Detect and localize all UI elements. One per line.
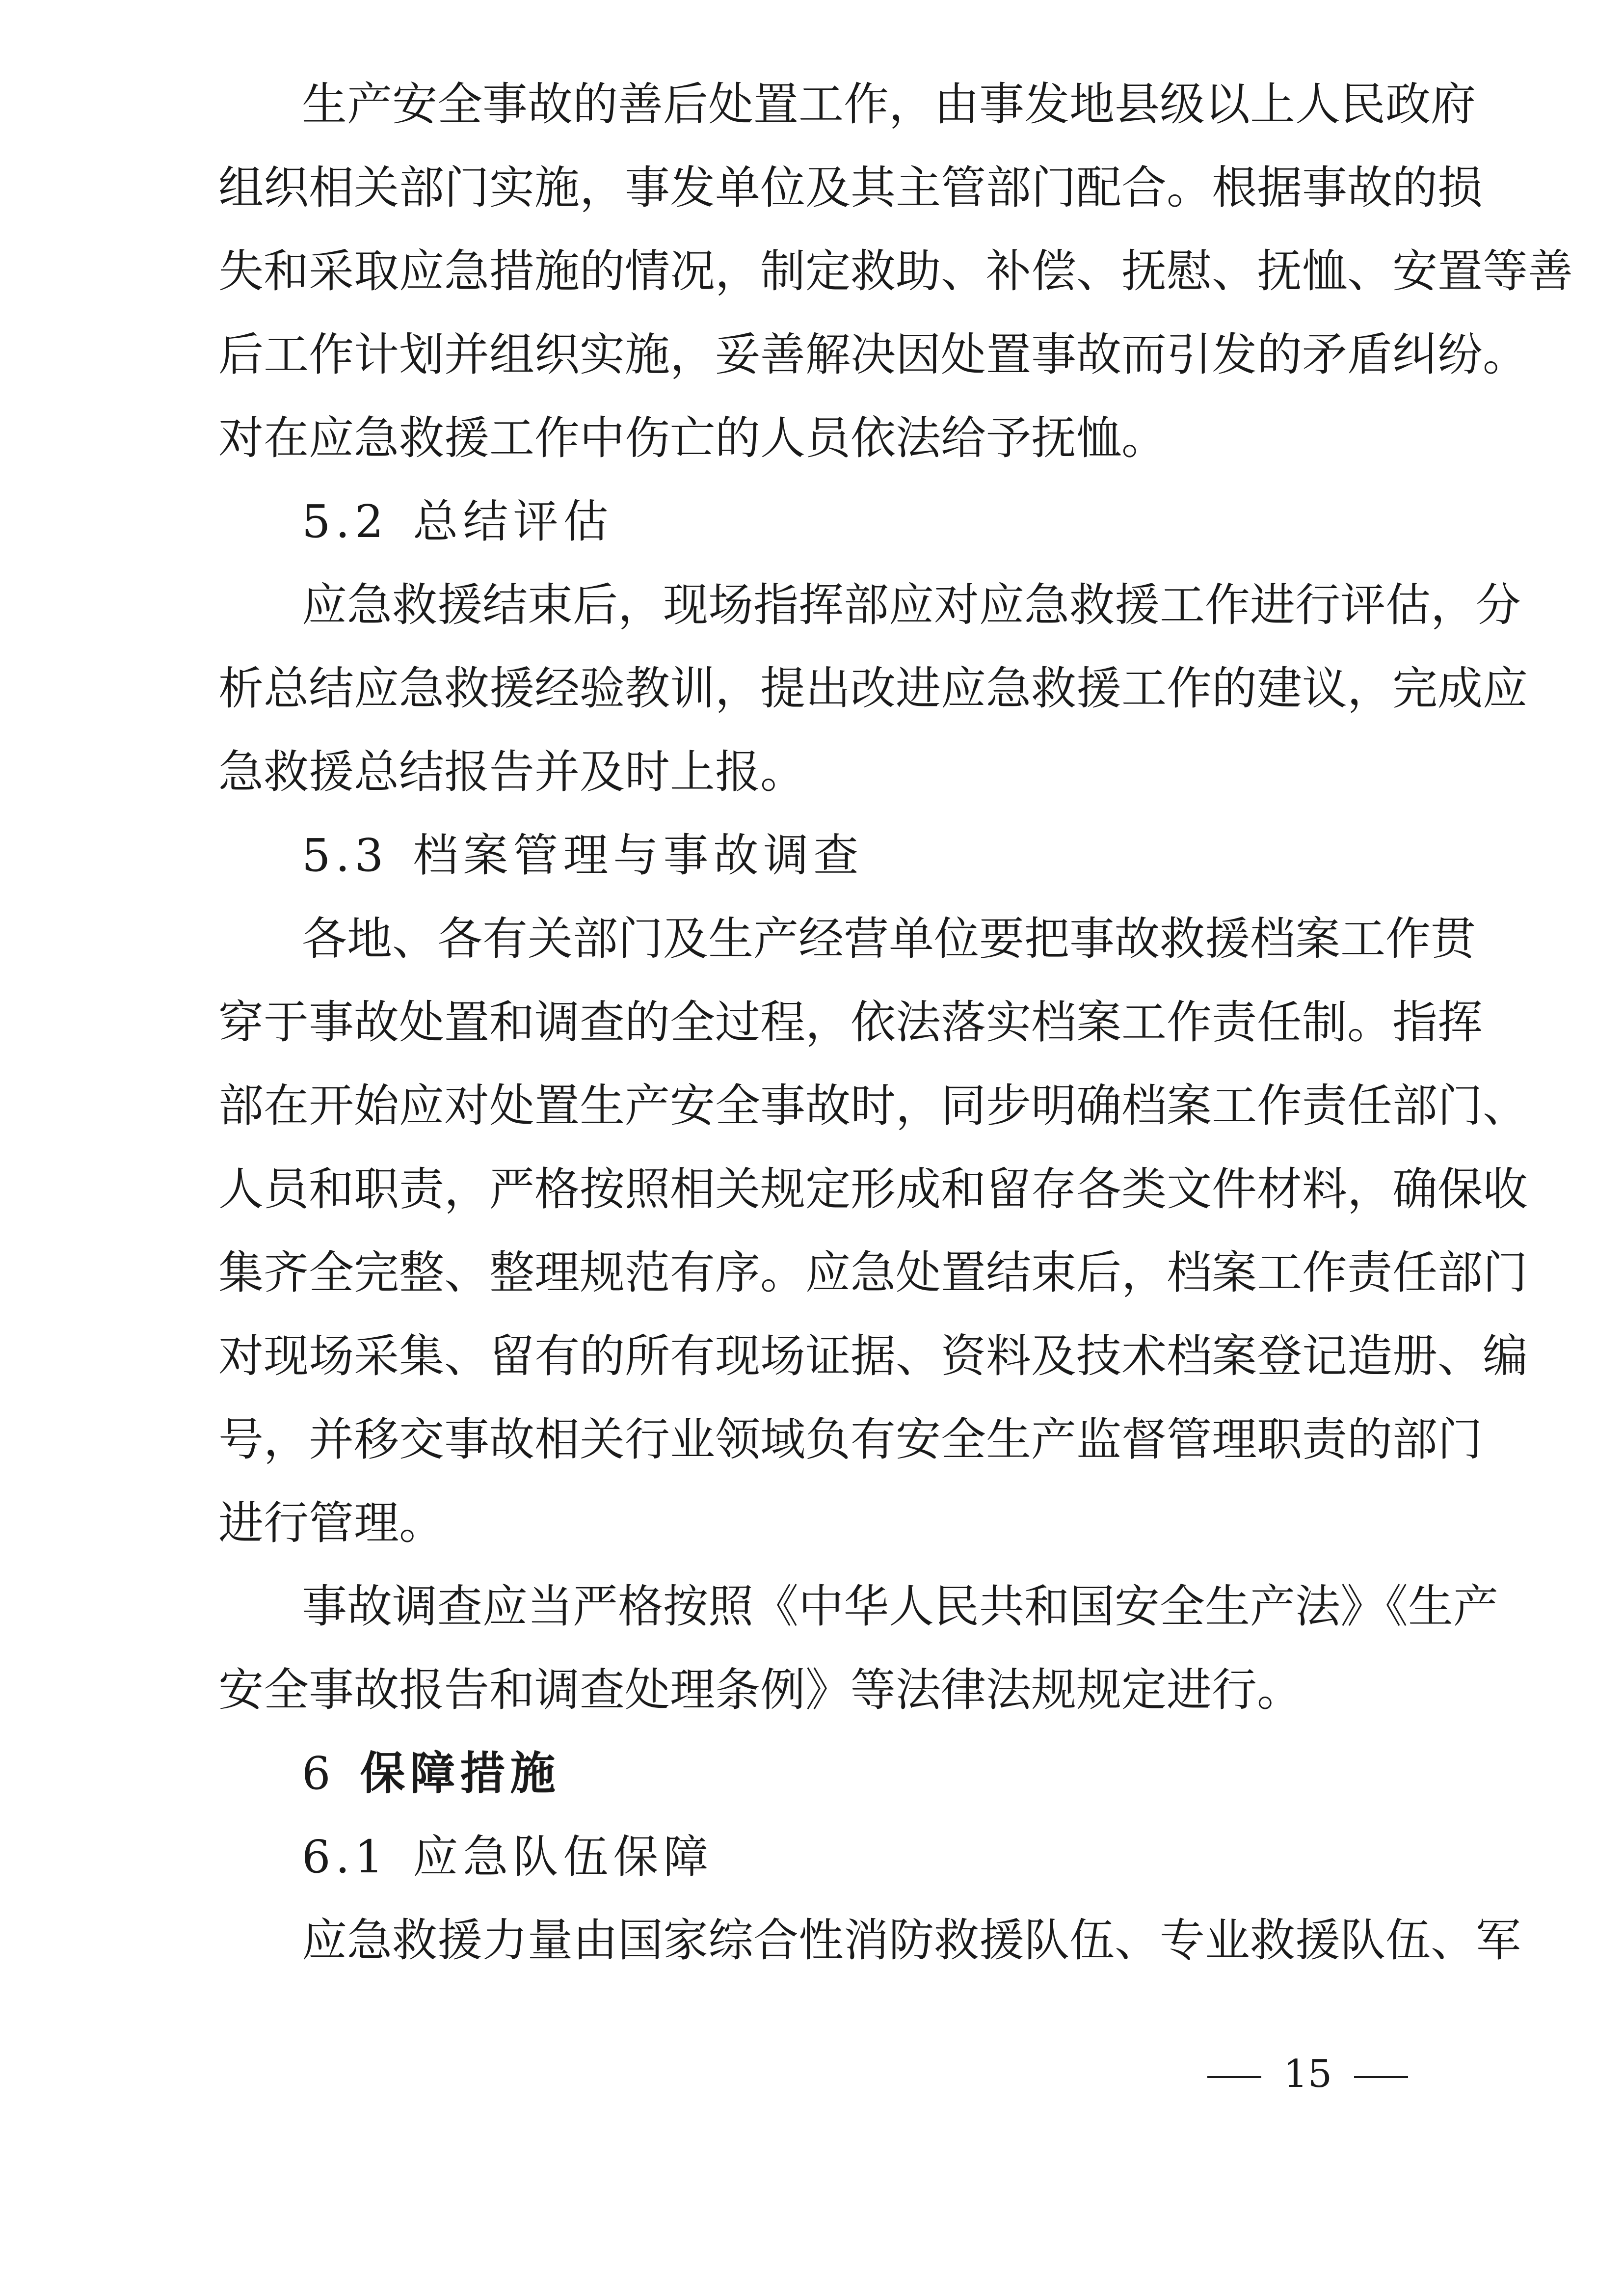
paragraph-line: 应急救援力量由国家综合性消防救援队伍、专业救援队伍、军: [302, 1914, 1521, 1967]
section-number: 5.3: [302, 829, 389, 882]
section-title: 总结评估: [413, 495, 613, 548]
section-number: 6: [302, 1747, 336, 1800]
paragraph-line: 号，并移交事故相关行业领域负有安全生产监督管理职责的部门: [218, 1413, 1483, 1466]
paragraph-line: 对在应急救援工作中伤亡的人员依法给予抚恤。: [218, 412, 1167, 464]
section-title: 保障措施: [360, 1747, 560, 1800]
section-heading-6-1: [302, 1815, 713, 1899]
paragraph-line: 穿于事故处置和调查的全过程，依法落实档案工作责任制。指挥: [218, 996, 1483, 1049]
paragraph-line: 安全事故报告和调查处理条例》等法律法规规定进行。: [218, 1664, 1303, 1716]
paragraph-line: 失和采取应急措施的情况，制定救助、补偿、抚慰、抚恤、安置等善: [218, 245, 1573, 297]
section-title: 应急队伍保障: [413, 1831, 714, 1883]
paragraph-line: 析总结应急救援经验教训，提出改进应急救援工作的建议，完成应: [218, 662, 1528, 715]
paragraph-line: 部在开始应对处置生产安全事故时，同步明确档案工作责任部门、: [218, 1080, 1528, 1132]
paragraph-line: 人员和职责，严格按照相关规定形成和留存各类文件材料，确保收: [218, 1163, 1528, 1216]
section-heading-5-2: [302, 480, 613, 564]
section-title: 档案管理与事故调查: [413, 829, 864, 882]
paragraph-line: 组织相关部门实施，事发单位及其主管部门配合。根据事故的损: [218, 162, 1483, 214]
page-number-dash: [1354, 2076, 1408, 2078]
paragraph-line: 事故调查应当严格按照《中华人民共和国安全生产法》《生产: [302, 1580, 1499, 1633]
paragraph-line: 生产安全事故的善后处置工作，由事发地县级以上人民政府: [302, 78, 1476, 131]
paragraph-line: 对现场采集、留有的所有现场证据、资料及技术档案登记造册、编: [218, 1330, 1528, 1382]
section-heading-6: [302, 1732, 560, 1815]
paragraph-line: 急救援总结报告并及时上报。: [218, 746, 806, 798]
page-number: [1207, 2045, 1408, 2104]
paragraph-line: 后工作计划并组织实施，妥善解决因处置事故而引发的矛盾纠纷。: [218, 328, 1528, 381]
paragraph-line: 应急救援结束后，现场指挥部应对应急救援工作进行评估，分: [302, 579, 1521, 631]
section-heading-5-3: [302, 814, 863, 897]
paragraph-line: 进行管理。: [218, 1497, 445, 1549]
page-number-value: 15: [1283, 2052, 1332, 2096]
paragraph-line: 各地、各有关部门及生产经营单位要把事故救援档案工作贯: [302, 913, 1476, 965]
section-number: 6.1: [302, 1831, 389, 1883]
section-number: 5.2: [302, 495, 389, 548]
paragraph-line: 集齐全完整、整理规范有序。应急处置结束后，档案工作责任部门: [218, 1246, 1528, 1299]
page-number-dash: [1207, 2076, 1261, 2078]
